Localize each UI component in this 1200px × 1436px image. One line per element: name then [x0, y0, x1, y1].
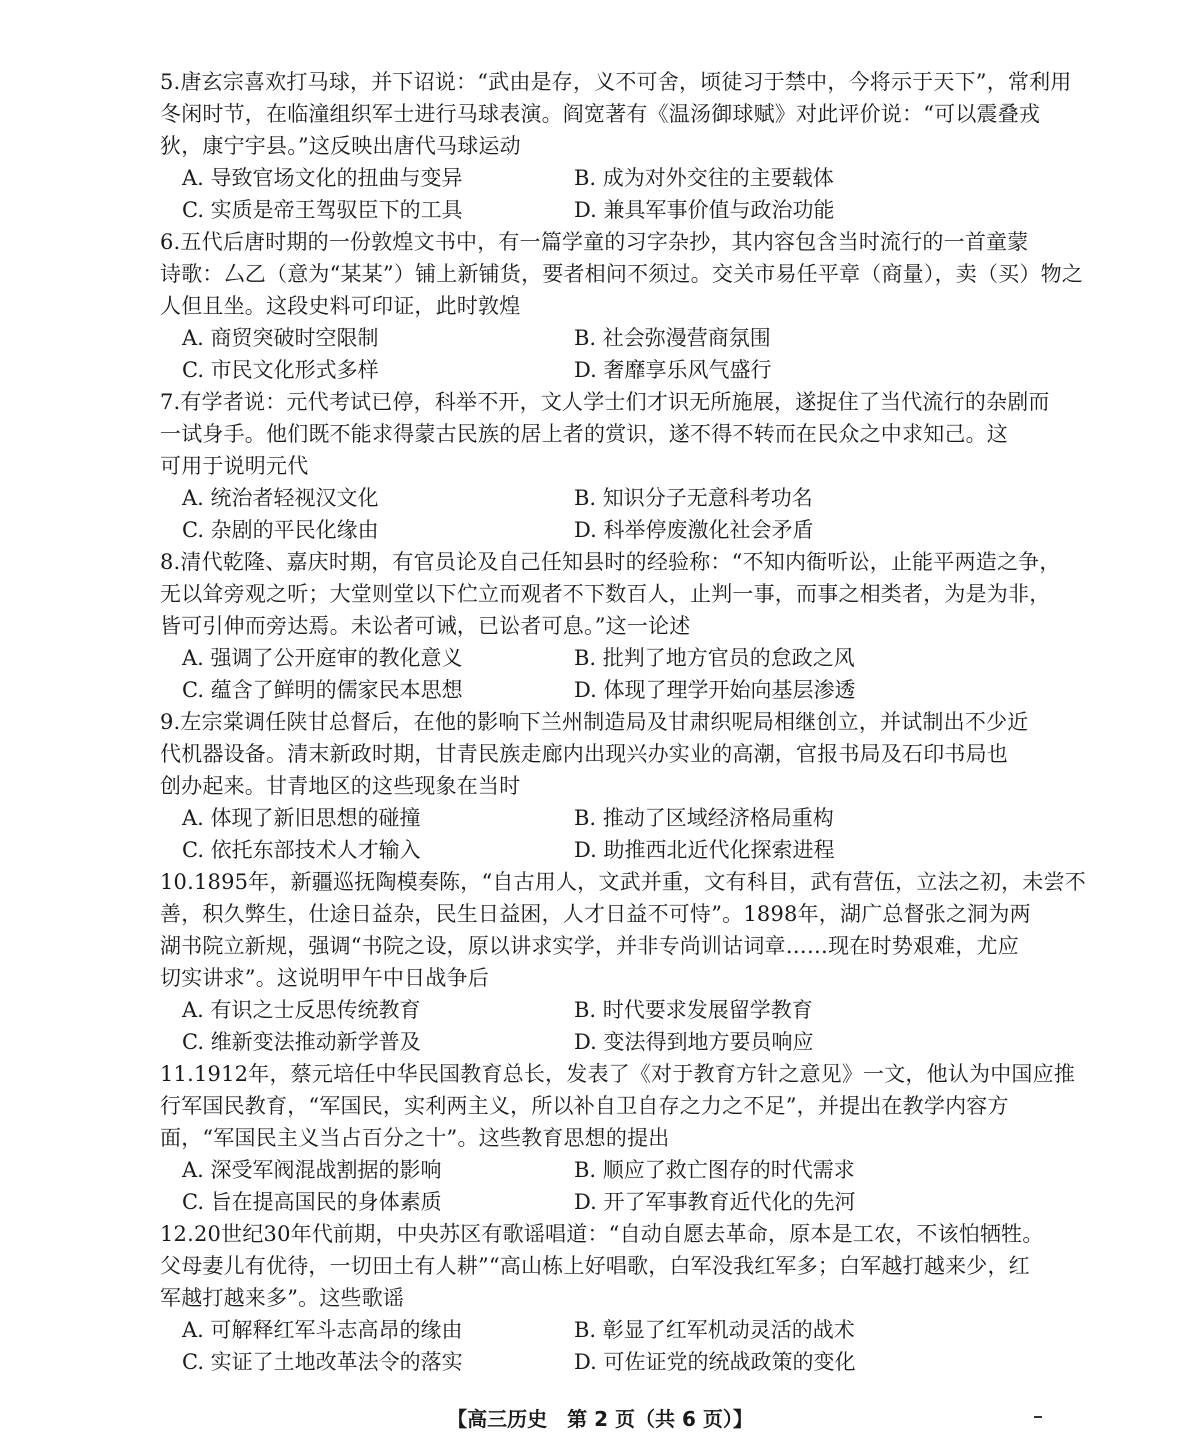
answer-option: B. 成为对外交往的主要载体 — [574, 166, 834, 190]
answer-option: D. 奢靡享乐风气盛行 — [574, 358, 772, 382]
answer-option: D. 可佐证党的统战政策的变化 — [574, 1350, 856, 1374]
question-block — [160, 1218, 1060, 1378]
answer-option: A. 商贸突破时空限制 — [182, 326, 379, 350]
answer-option: B. 时代要求发展留学教育 — [574, 998, 813, 1022]
answer-option: C. 维新变法推动新学普及 — [182, 1030, 421, 1054]
question-stem-line: 代机器设备。清末新政时期，甘青民族走廊内出现兴办实业的高潮，官报书局及石印书局也 — [160, 742, 1008, 766]
question-block — [160, 706, 1060, 866]
answer-options — [182, 994, 1060, 1058]
question-stem-line: 一试身手。他们既不能求得蒙古民族的居上者的赏识，遂不得不转而在民众之中求知己。这 — [160, 422, 1008, 446]
answer-option: C. 蕴含了鲜明的儒家民本思想 — [182, 678, 463, 702]
question-stem-line: 可用于说明元代 — [160, 454, 309, 478]
page-footer: 【高三历史 第 2 页（共 6 页）】 — [447, 1407, 753, 1431]
question-stem-line: 冬闲时节，在临潼组织军士进行马球表演。阎宽著有《温汤御球赋》对此评价说：“可以震叠戎 — [160, 102, 1041, 126]
question-block — [160, 386, 1060, 546]
answer-options — [182, 322, 1060, 386]
question-block — [160, 66, 1072, 226]
question-stem-line: 切实讲求”。这说明甲午中日战争后 — [160, 966, 489, 990]
answer-option: B. 彰显了红军机动灵活的战术 — [574, 1318, 855, 1342]
question-block — [160, 866, 1086, 1058]
answer-option: C. 杂剧的平民化缘由 — [182, 518, 379, 542]
answer-option: A. 强调了公开庭审的教化意义 — [182, 646, 463, 670]
answer-option: A. 统治者轻视汉文化 — [182, 486, 379, 510]
question-stem-line: 湖书院立新规，强调“书院之设，原以讲求实学，并非专尚训诂词章……现在时势艰难，尤应 — [160, 934, 1019, 958]
question-block — [160, 1058, 1076, 1218]
question-stem-line: 5.唐玄宗喜欢打马球，并下诏说：“武由是存，义不可舍，顷徒习于禁中，今将示于天下”，常利用 — [160, 70, 1072, 94]
answer-option: C. 实证了土地改革法令的落实 — [182, 1350, 463, 1374]
question-block — [160, 226, 1083, 386]
question-stem-line: 面，“军国民主义当占百分之十”。这些教育思想的提出 — [160, 1126, 670, 1150]
question-stem-line: 父母妻儿有优待，一切田土有人耕”“高山栋上好唱歌，白军没我红军多；白军越打越来少，红 — [160, 1254, 1030, 1278]
question-stem-line: 善，积久弊生，仕途日益杂，民生日益困，人才日益不可恃”。1898年，湖广总督张之洞为两 — [160, 902, 1031, 926]
answer-option: A. 可解释红军斗志高昂的缘由 — [182, 1318, 463, 1342]
answer-option: B. 批判了地方官员的怠政之风 — [574, 646, 855, 670]
answer-option: D. 科举停废激化社会矛盾 — [574, 518, 814, 542]
question-list — [160, 66, 1086, 1378]
answer-option: D. 开了军事教育近代化的先河 — [574, 1190, 856, 1214]
answer-option: B. 社会弥漫营商氛围 — [574, 326, 771, 350]
answer-options — [182, 642, 1060, 706]
answer-option: C. 依托东部技术人才输入 — [182, 838, 421, 862]
answer-option: D. 体现了理学开始向基层渗透 — [574, 678, 856, 702]
question-stem-line: 10.1895年，新疆巡抚陶模奏陈，“自古用人，文武并重，文有科目，武有营伍，立法之初，未尝不 — [160, 870, 1086, 894]
answer-option: B. 知识分子无意科考功名 — [574, 486, 813, 510]
answer-options — [182, 162, 1060, 226]
question-stem-line: 8.清代乾隆、嘉庆时期，有官员论及自己任知县时的经验称：“不知内衙听讼，止能平两造之争， — [160, 550, 1061, 574]
question-stem-line: 行军国民教育，“军国民，实利两主义，所以补自卫自存之力之不足”，并提出在教学内容方 — [160, 1094, 1009, 1118]
question-stem-line: 9.左宗棠调任陕甘总督后，在他的影响下兰州制造局及甘肃织呢局相继创立，并试制出不少近 — [160, 710, 1029, 734]
question-stem-line: 皆可引伸而旁达焉。未讼者可诫，已讼者可息。”这一论述 — [160, 614, 691, 638]
question-stem-line: 诗歌：厶乙（意为“某某”）铺上新铺货，要者相问不须过。交关市易任平章（商量），卖（买）物之 — [160, 262, 1083, 286]
answer-option: A. 深受军阀混战割据的影响 — [182, 1158, 442, 1182]
question-stem-line: 狄，康宁宇县。”这反映出唐代马球运动 — [160, 134, 521, 158]
question-stem-line: 12.20世纪30年代前期，中央苏区有歌谣唱道：“自动自愿去革命，原本是工农，不该怕牺牲。 — [160, 1222, 1044, 1246]
answer-option: A. 导致官场文化的扭曲与变异 — [182, 166, 463, 190]
question-stem-line: 7.有学者说：元代考试已停，科举不开，文人学士们才识无所施展，遂捉住了当代流行的杂剧而 — [160, 390, 1050, 414]
answer-options — [182, 802, 1060, 866]
question-stem-line: 人但且坐。这段史料可印证，此时敦煌 — [160, 294, 521, 318]
answer-options — [182, 1154, 1060, 1218]
answer-option: D. 兼具军事价值与政治功能 — [574, 198, 835, 222]
question-stem-line: 军越打越来多”。这些歌谣 — [160, 1286, 405, 1310]
answer-option: A. 体现了新旧思想的碰撞 — [182, 806, 421, 830]
corner-mark — [1034, 1416, 1042, 1418]
answer-option: D. 助推西北近代化探索进程 — [574, 838, 835, 862]
question-stem-line: 11.1912年，蔡元培任中华民国教育总长，发表了《对于教育方针之意见》一文，他认为中国应推 — [160, 1062, 1076, 1086]
question-block — [160, 546, 1060, 706]
answer-option: D. 变法得到地方要员响应 — [574, 1030, 814, 1054]
answer-option: C. 实质是帝王驾驭臣下的工具 — [182, 198, 463, 222]
answer-options — [182, 1314, 1060, 1378]
answer-option: B. 顺应了救亡图存的时代需求 — [574, 1158, 855, 1182]
answer-options — [182, 482, 1060, 546]
question-stem-line: 无以耸旁观之听；大堂则堂以下伫立而观者不下数百人，止判一事，而事之相类者，为是为非， — [160, 582, 1051, 606]
answer-option: C. 市民文化形式多样 — [182, 358, 379, 382]
answer-option: C. 旨在提高国民的身体素质 — [182, 1190, 442, 1214]
question-stem-line: 6.五代后唐时期的一份敦煌文书中，有一篇学童的习字杂抄，其内容包含当时流行的一首童蒙 — [160, 230, 1029, 254]
question-stem-line: 创办起来。甘青地区的这些现象在当时 — [160, 774, 521, 798]
answer-option: A. 有识之士反思传统教育 — [182, 998, 421, 1022]
answer-option: B. 推动了区域经济格局重构 — [574, 806, 834, 830]
